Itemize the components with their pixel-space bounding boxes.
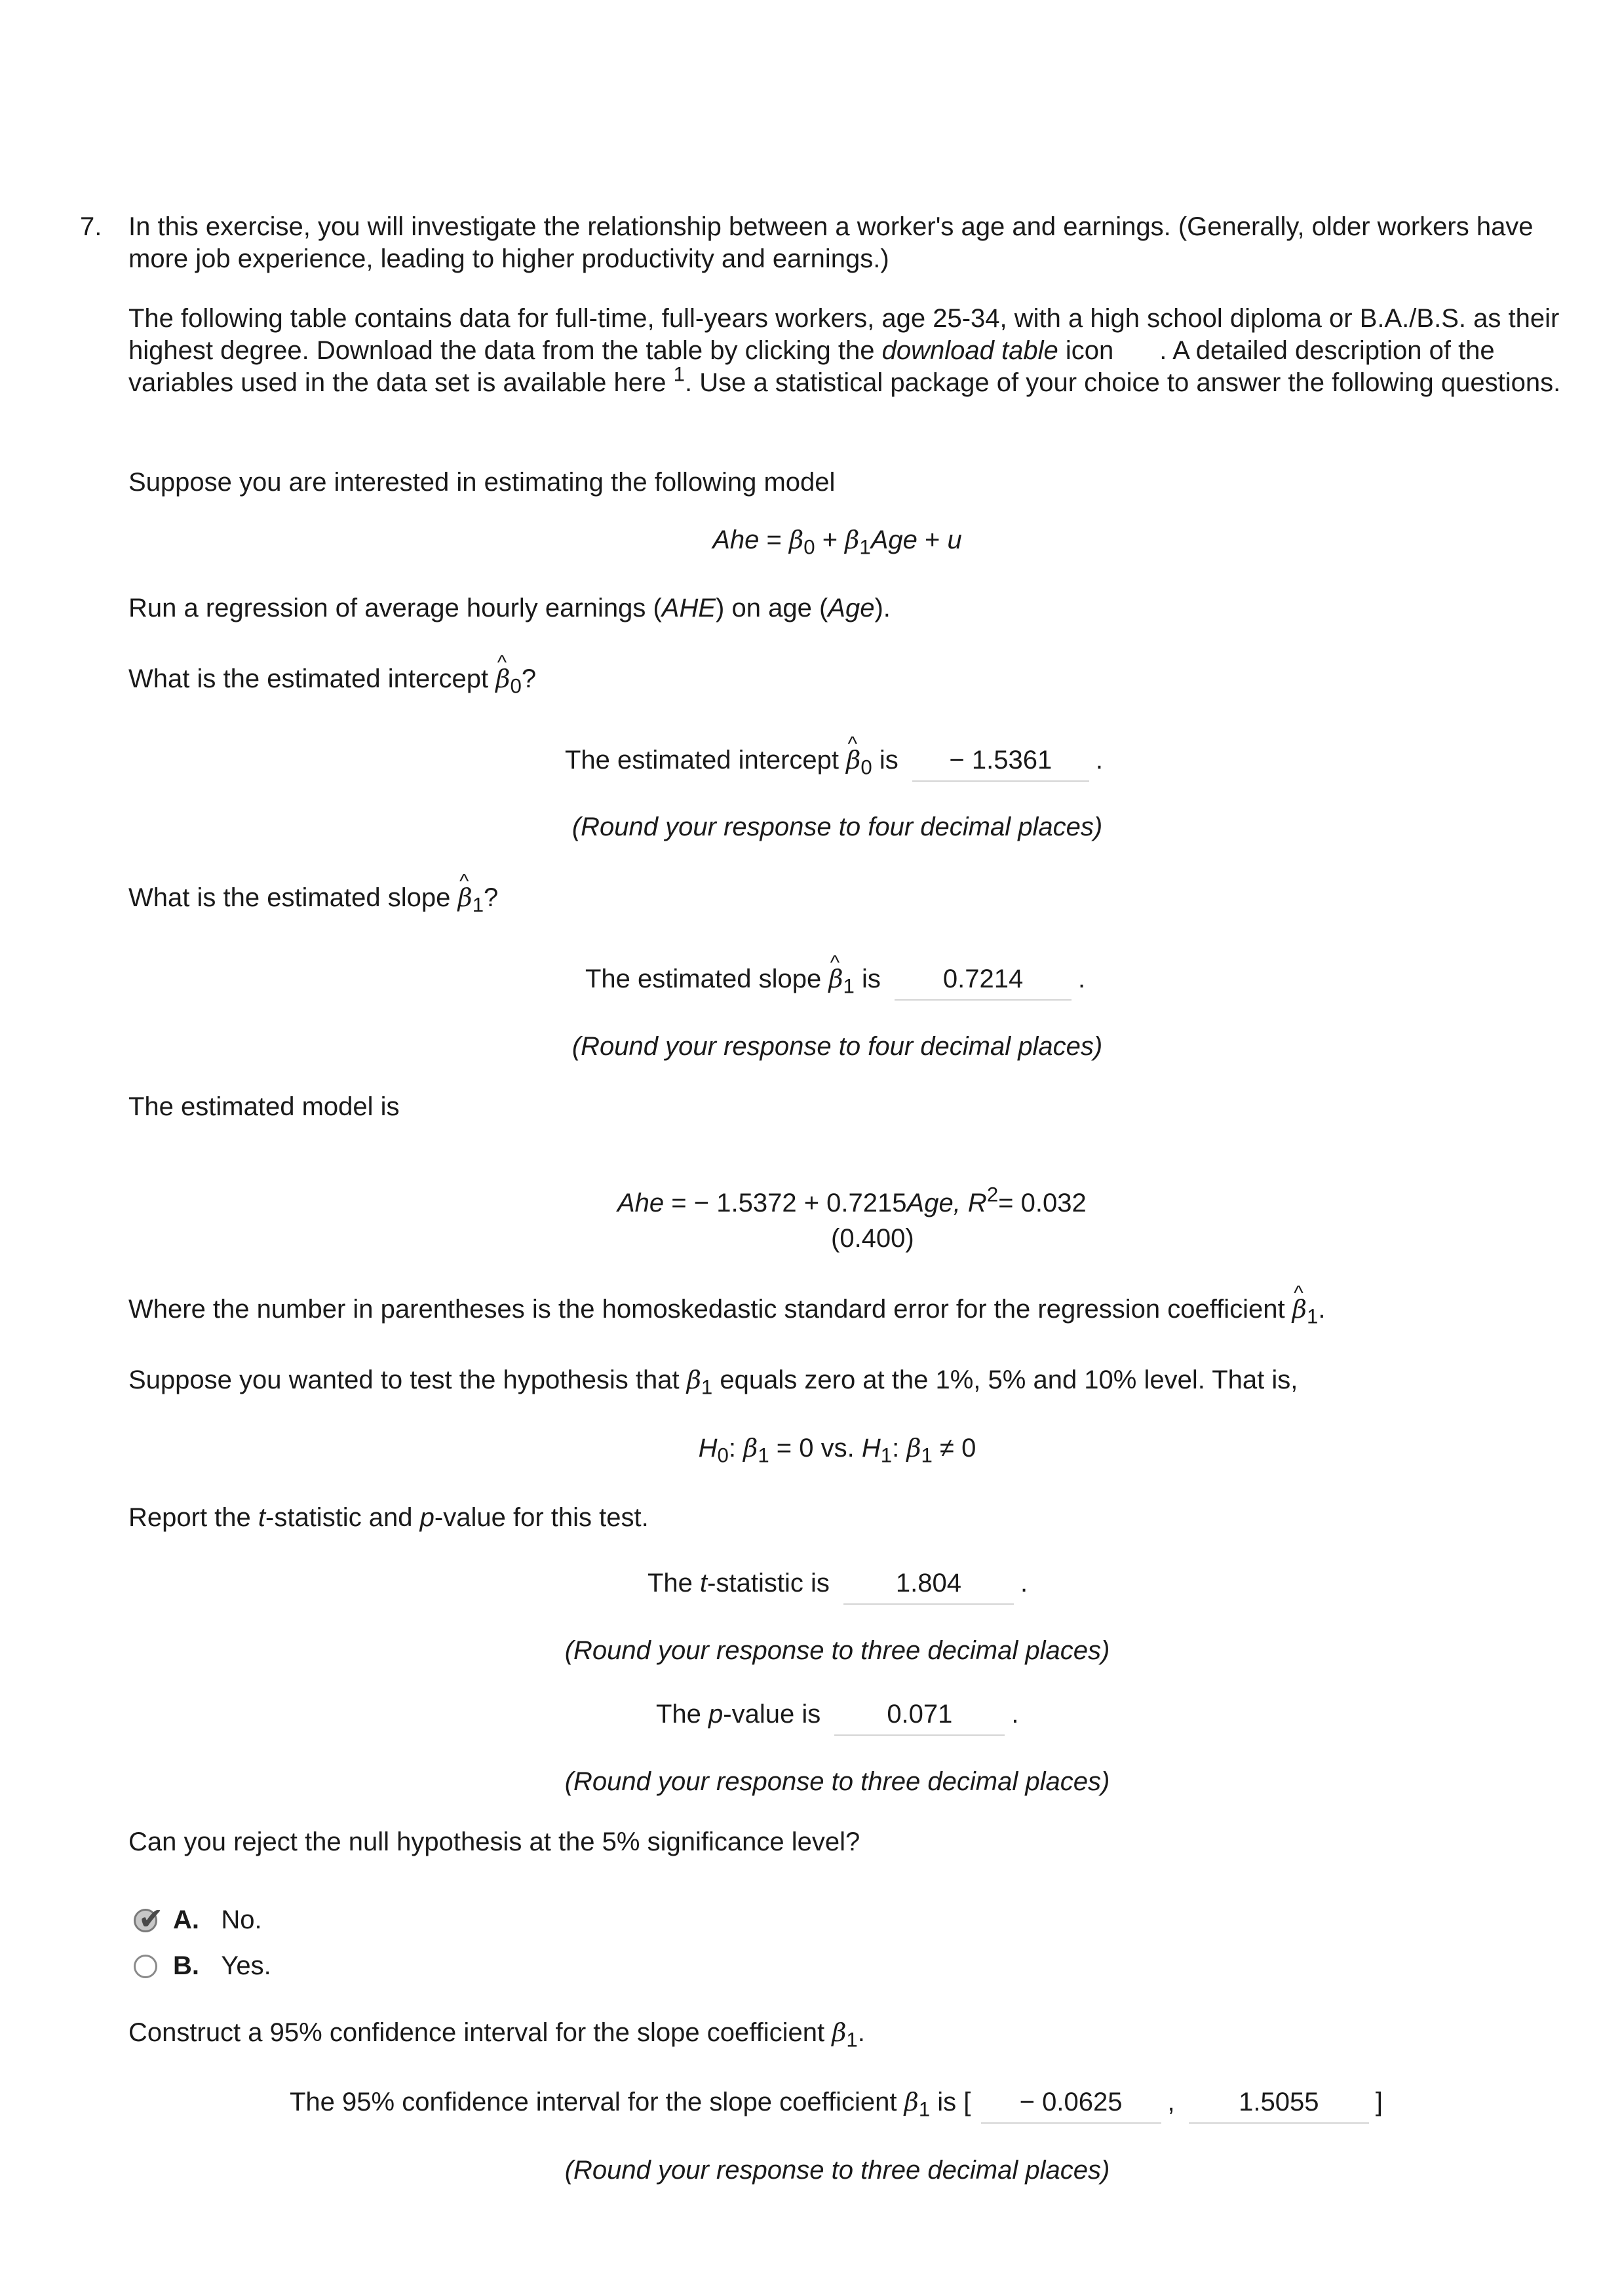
slope-input[interactable]: 0.7214 bbox=[895, 963, 1072, 1001]
option-a-radio[interactable] bbox=[134, 1901, 164, 1936]
intro-2-text-d: . Use a statistical package of your choice to answer the following questions. bbox=[684, 368, 1561, 397]
slope-round-note: (Round your response to four decimal places) bbox=[571, 1032, 1103, 1061]
intro-2-text-b: icon bbox=[1058, 335, 1114, 365]
standard-error-note: Where the number in parentheses is the homoskedastic standard error for the regression coefficient ^ $\beta_1$. bbox=[128, 1293, 1325, 1326]
intro-2-text-a: The following table contains data for full-time, full-years workers, age 25-34, with a high school diploma or B.A./B.S. as their highest degree. Download the data from the table by clicking the bbox=[128, 304, 1560, 365]
reject-question: Can you reject the null hypothesis at the 5% significance level? bbox=[128, 1827, 860, 1856]
hypothesis-statement: $H_0$: $\beta_1 = 0$ vs. $H_1$: $\beta_1 \ne 0$ bbox=[698, 1434, 976, 1467]
p-value-row: The p-value is 0.071 . bbox=[656, 1698, 1019, 1736]
t-statistic-input[interactable]: 1.804 bbox=[843, 1567, 1014, 1605]
intercept-round-note: (Round your response to four decimal places) bbox=[571, 813, 1103, 841]
ci-lower-input[interactable]: − 0.0625 bbox=[981, 2086, 1161, 2124]
estimated-model-equation: Ahe = − 1.5372 + 0.7215Age, $R^2= 0.032$ bbox=[617, 1183, 1087, 1217]
intercept-question: What is the estimated intercept ^ $\beta_0$? bbox=[128, 663, 536, 695]
intercept-answer-row: The estimated intercept ^ $\beta_0$ is − 1.5361 . bbox=[565, 744, 1103, 782]
intro-paragraph-2 bbox=[128, 303, 1564, 398]
option-a[interactable]: ✔ A. No. bbox=[134, 1904, 262, 1936]
option-b[interactable]: B. Yes. bbox=[134, 1950, 271, 1982]
download-table-icon[interactable] bbox=[1113, 339, 1159, 359]
slope-question: What is the estimated slope ^ $\beta_1$? bbox=[128, 882, 498, 914]
footnote-link[interactable]: 1 bbox=[673, 362, 685, 385]
hypothesis-intro: Suppose you wanted to test the hypothesis that $\beta_1$ equals zero at the 1%, 5% and 10% level. That is, bbox=[128, 1366, 1298, 1399]
model-equation: Ahe = $\beta_0 + \beta_1Age + u$ bbox=[712, 526, 962, 559]
question-number: 7. bbox=[80, 212, 102, 241]
check-icon: ✔ bbox=[138, 1901, 164, 1936]
intro-paragraph-1: In this exercise, you will investigate the relationship between a worker's age and earnings. (Generally, older workers have more job experience, leading to higher productivity and earnings.) bbox=[128, 212, 1534, 273]
t-statistic-round-note: (Round your response to three decimal places) bbox=[564, 1636, 1110, 1665]
intro-2-text-c: . A detailed description of the variables used in the data set is available here bbox=[128, 335, 1495, 397]
download-table-text: download table bbox=[881, 335, 1058, 365]
p-value-round-note: (Round your response to three decimal places) bbox=[564, 1767, 1110, 1796]
model-intro: Suppose you are interested in estimating the following model bbox=[128, 468, 836, 497]
slope-answer-row: The estimated slope ^ $\beta_1$ is 0.7214 . bbox=[585, 963, 1085, 1001]
ci-round-note: (Round your response to three decimal places) bbox=[564, 2156, 1110, 2185]
ci-upper-input[interactable]: 1.5055 bbox=[1189, 2086, 1369, 2124]
ci-prompt: Construct a 95% confidence interval for the slope coefficient $\beta_1$. bbox=[128, 2018, 865, 2052]
p-value-input[interactable]: 0.071 bbox=[834, 1698, 1005, 1736]
option-b-radio[interactable] bbox=[134, 1955, 157, 1978]
report-prompt: Report the t-statistic and p-value for this test. bbox=[128, 1503, 649, 1532]
regression-prompt: Run a regression of average hourly earnings (AHE) on age (Age). bbox=[128, 594, 891, 622]
estimated-model-label: The estimated model is bbox=[128, 1092, 400, 1121]
ci-answer-row: The 95% confidence interval for the slope coefficient $\beta_1$ is [ − 0.0625 , 1.5055 ] bbox=[290, 2086, 1383, 2124]
intercept-input[interactable]: − 1.5361 bbox=[912, 744, 1089, 782]
standard-error: (0.400) bbox=[831, 1224, 914, 1253]
t-statistic-row: The t-statistic is 1.804 . bbox=[647, 1567, 1028, 1605]
